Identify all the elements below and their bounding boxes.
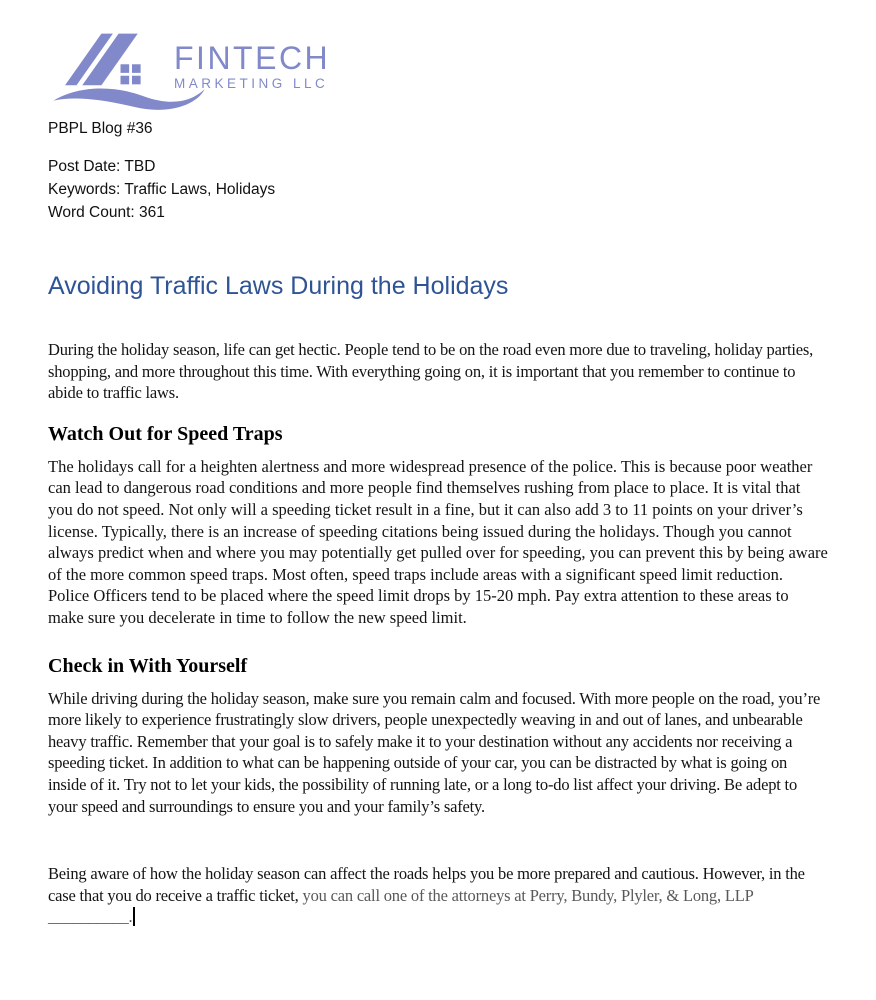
page-title: Avoiding Traffic Laws During the Holidays — [48, 272, 509, 300]
logo-wave-icon — [54, 89, 205, 110]
logo-window-icon — [121, 64, 141, 84]
text-cursor — [133, 907, 135, 926]
closing-black-text: Being aware of how the holiday season can affect the roads helps you be more prepared and cautious. However, in the case that you do receive a traffic ticket, — [48, 864, 805, 905]
post-keywords: Keywords: Traffic Laws, Holidays — [48, 181, 276, 198]
section-heading-speed-traps: Watch Out for Speed Traps — [48, 422, 283, 445]
logo-name: FINTECH — [174, 40, 331, 76]
section-paragraph-speed-traps: The holidays call for a heighten alertness and more widespread presence of the police. This is because poor weather can lead to dangerous road conditions and more people find themselves rushing from place to place. It is vital that you do not speed. Not only will a speeding ticket result in a fine, but it can also add 3 to 11 points on your driver’s license. Typically, there is an increase of speeding citations being issued during the holidays. Though you cannot always predict when and where you may potentially get pulled over for speeding, you can prevent this by being aware of the more common speed traps. Most often, speed traps include areas with a significant speed limit reduction. Police Officers tend to be placed where the speed limit drops by 15-20 mph. Pay extra attention to these areas to make sure you decelerate in time to follow the new speed limit. — [48, 456, 828, 627]
section-heading-check-in: Check in With Yourself — [48, 654, 248, 677]
logo-subtitle: MARKETING LLC — [174, 76, 329, 91]
post-meta — [48, 155, 828, 224]
closing-gray-text: you can call one of the attorneys at Perry, Bundy, Plyler, & Long, LLP __________. — [48, 885, 753, 927]
post-word-count: Word Count: 361 — [48, 204, 165, 221]
logo-wordmark — [174, 26, 330, 91]
intro-paragraph: During the holiday season, life can get hectic. People tend to be on the road even more due to traveling, holiday parties, shopping, and more throughout this time. With everything going on, it is important that you remember to continue to abide to traffic laws. — [48, 340, 814, 403]
blog-number: PBPL Blog #36 — [48, 120, 153, 137]
fintech-logo — [48, 26, 828, 116]
section-paragraph-check-in: While driving during the holiday season, make sure you remain calm and focused. With more people on the road, you’re more likely to experience frustratingly slow drivers, people unexpectedly weaving in and out of lanes, and unbearable heavy traffic. Remember that your goal is to safely make it to your destination without any accidents nor receiving a speeding ticket. In addition to what can be happening outside of your car, you can be distracted by what is going on inside of it. Try not to let your kids, the possibility of running late, or a long to-do list affect your driving. Be adept to your speed and surroundings to ensure you and your family’s safety. — [48, 688, 821, 816]
closing-paragraph — [48, 863, 828, 928]
post-date: Post Date: TBD — [48, 158, 156, 175]
